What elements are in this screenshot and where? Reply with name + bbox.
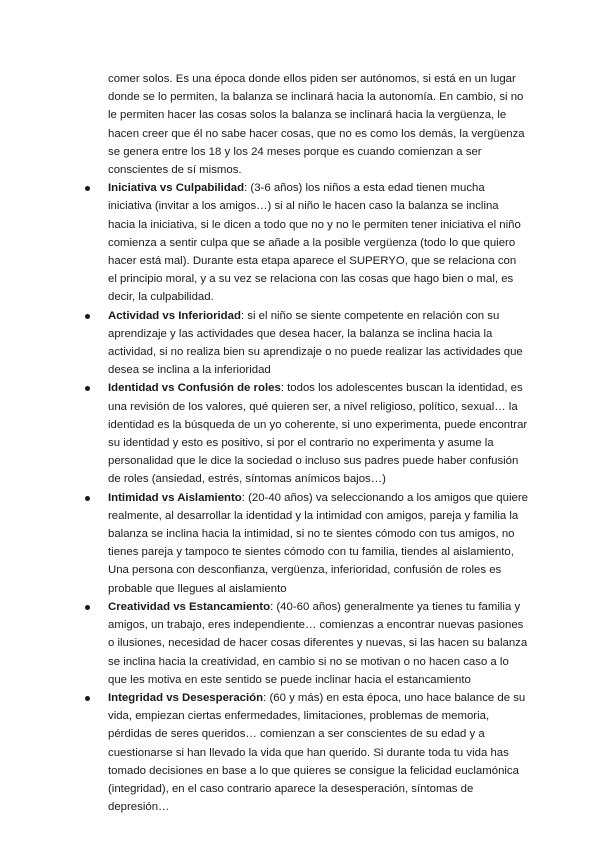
stage-term: Integridad vs Desesperación [108,691,264,704]
stage-term: Creatividad vs Estancamiento [108,600,271,613]
intro-paragraph: comer solos. Es una época donde ellos piden ser autónomos, si está en un lugar donde se lo permiten, la balanza se inclinará hacia la autonomía. En cambio, si no le permiten hacer las cosas solos la balanza se inclinará hacia la vergüenza, le hacen creer que él no sabe hacer cosas, que no es como los demás, la vergüenza se genera entre los 18 y los 24 meses porque es cuando comienzan a ser conscientes de sí mismos. [108,73,525,177]
list-item-iniciativa [108,179,528,306]
list-item-creatividad [108,598,528,689]
stage-description: : todos los adolescentes buscan la identidad, es una revisión de los valores, qué quieren ser, a nivel religioso, político, sexual… la identidad es la búsqueda de un yo coherente, si uno experimenta, puede encontrar su identidad y esto es positivo, si por el contrario no experimenta y asume la personalidad que le dice la sociedad o incluso sus padres puede haber confusión de roles (ansiedad, estrés, síntomas anímicos bajos…) [108,382,528,486]
stage-term: Intimidad vs Aislamiento [108,491,242,504]
stage-description: : (60 y más) en esta época, uno hace balance de su vida, empiezan ciertas enfermedades, limitaciones, problemas de memoria, pérdidas de seres queridos… comienzan a ser conscientes de su edad y a cuestionarse si han llevado la vida que han querido. Si durante toda tu vida has tomado decisiones en base a lo que quieres se consigue la felicidad euclamónica (integridad), en el caso contrario aparece la desesperación, síntomas de depresión… [108,691,526,814]
list-item-intimidad [108,489,528,598]
stage-term: Actividad vs Inferioridad [108,309,241,322]
list-item-identidad [108,379,528,488]
stage-description: : (40-60 años) generalmente ya tienes tu familia y amigos, un trabajo, eres independiente… comienzas a encontrar nuevas pasiones o ilusiones, necesidad de hacer cosas diferentes y nuevas, si las hacen su balanza se inclina hacia la creatividad, en cambio si no se motivan o no hacen caso a lo que les motiva en este sentido se puede inclinar hacia el estancamiento [108,600,528,686]
stages-list [108,179,528,816]
document-body [108,70,528,816]
stage-description: : (3-6 años) los niños a esta edad tienen mucha iniciativa (invitar a los amigos…) si al niño le hacen caso la balanza se inclina hacia la iniciativa, si le dicen a todo que no y no le permiten tener iniciativa el niño comienza a sentir culpa que se añade a la posible vergüenza (todo lo que quiero hacer está mal). Durante esta etapa aparece el SUPERYO, que se relaciona con el principio moral, y a su vez se relaciona con las cosas que hago bien o mal, es decir, la culpabilidad. [108,182,521,304]
bullet-icon [85,386,90,391]
bullet-icon [85,696,90,701]
bullet-icon [85,496,90,501]
bullet-icon [85,605,90,610]
bullet-icon [85,186,90,191]
stage-description: : (20-40 años) va seleccionando a los amigos que quiere realmente, al desarrollar la identidad y la intimidad con amigos, pareja y familia la balanza se inclina hacia la intimidad, si no te sientes cómodo con tus amigos, no tienes pareja y tampoco te sientes cómodo con tu familia, tiendes al aislamiento, Una persona con desconfianza, vergüenza, inferioridad, confusión de roles es probable que llegues al aislamiento [108,491,528,595]
stage-term: Identidad vs Confusión de roles [108,382,281,395]
bullet-icon [85,314,90,319]
stage-term: Iniciativa vs Culpabilidad [108,182,245,195]
list-item-actividad [108,307,528,380]
list-item-integridad [108,689,528,816]
stage-description: : si el niño se siente competente en relación con su aprendizaje y las actividades que desea hacer, la balanza se inclina hacia la actividad, si no realiza bien su aprendizaje o no puede realizar las actividades que desea se inclina a la inferioridad [108,309,523,377]
